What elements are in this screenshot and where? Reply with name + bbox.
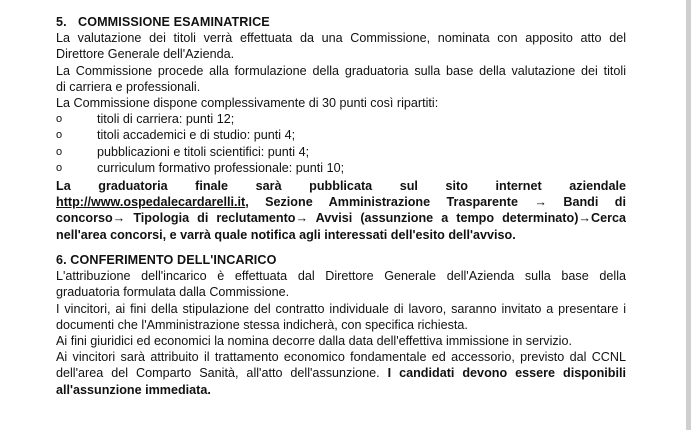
section-6-p2-line2: documenti che l'Amministrazione stessa indicherà, con specifica richiesta. — [56, 317, 468, 332]
section-6-title: 6. CONFERIMENTO DELL'INCARICO — [56, 253, 277, 267]
section-5-heading — [56, 14, 626, 30]
section-6-p4-line2: dell'area del Comparto Sanità, all'atto dell'assunzione. I candidati devono essere disponibili — [56, 366, 626, 381]
section-6-p4-line3: all'assunzione immediata. — [56, 382, 211, 397]
section-5-para1-line2: Direttore Generale dell'Azienda. — [56, 47, 235, 62]
bullet-circle-icon: o — [56, 161, 63, 174]
section-6 — [56, 252, 626, 398]
section-6-p2-line1: I vincitori, ai fini della stipulazione del contratto individuale di lavoro, saranno invitato a presentare i — [56, 301, 626, 316]
section-5-para2-line1: La Commissione procede alla formulazione della graduatoria sulla base della valutazione dei titoli — [56, 63, 626, 78]
bullet-circle-icon: o — [56, 145, 63, 158]
section-6-p1-line2: graduatoria formulata dalla Commissione. — [56, 285, 290, 300]
notice-line-1: La graduatoria finale sarà pubblicata sul sito internet aziendale — [56, 179, 626, 193]
list-item: o curriculum formativo professionale: punti 10; — [56, 160, 345, 175]
page-edge-divider — [686, 0, 691, 430]
points-list — [56, 111, 626, 176]
section-6-p4-line1: Ai vincitori sarà attribuito il trattamento economico fondamentale ed accessorio, previsto dal CCNL — [56, 350, 626, 365]
section-5-number: 5. — [56, 15, 67, 29]
section-5-para3: La Commissione dispone complessivamente di 30 punti così ripartiti: — [56, 96, 439, 111]
section-5-para1-line1: La valutazione dei titoli verrà effettuata da una Commissione, nominata con apposito atto del — [56, 31, 626, 46]
notice-line-2: http://www.ospedalecardarelli.it, Sezione Amministrazione Trasparente → Bandi di — [56, 195, 626, 210]
notice-line-4: nell'area concorsi, e varrà quale notifica agli interessati dell'esito dell'avviso. — [56, 227, 516, 242]
list-item: o titoli accademici e di studio: punti 4; — [56, 128, 296, 143]
availability-notice: I candidati devono essere disponibili — [387, 366, 626, 381]
notice-line-3: concorso→ Tipologia di reclutamento→ Avvisi (assunzione a tempo determinato)→Cerca — [56, 211, 626, 226]
section-5-title: COMMISSIONE ESAMINATRICE — [78, 15, 270, 29]
list-item: o titoli di carriera: punti 12; — [56, 112, 235, 127]
bullet-circle-icon: o — [56, 129, 63, 142]
section-5 — [56, 14, 626, 176]
section-5-para2-line2: di carriera e professionali. — [56, 79, 201, 94]
publication-notice — [56, 178, 626, 243]
section-6-p3: Ai fini giuridici ed economici la nomina decorre dalla data dell'effettiva immissione in servizio. — [56, 334, 572, 349]
section-6-p1-line1: L'attribuzione dell'incarico è effettuata dal Direttore Generale dell'Azienda sulla base della — [56, 269, 626, 284]
bullet-circle-icon: o — [56, 113, 63, 126]
hospital-website-link[interactable]: http://www.ospedalecardarelli.it — [56, 195, 246, 210]
list-item: o pubblicazioni e titoli scientifici: punti 4; — [56, 144, 310, 159]
